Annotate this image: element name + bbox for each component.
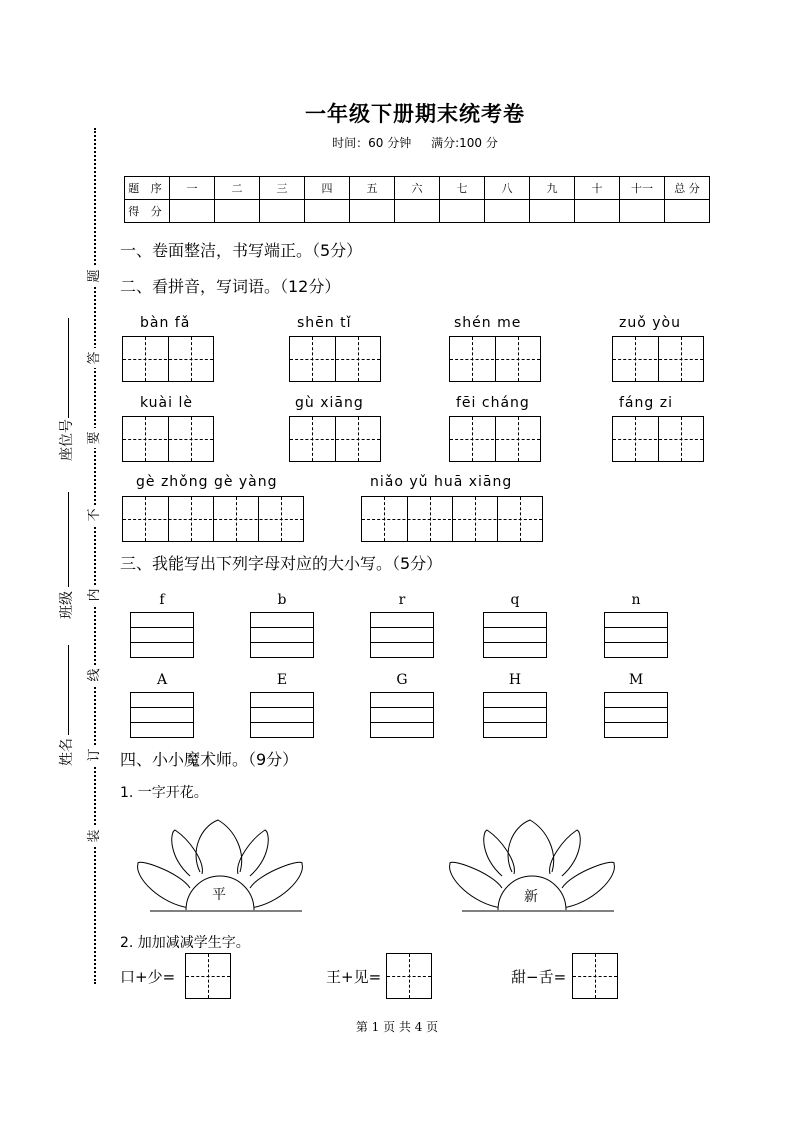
page-footer: 第 1 页 共 4 页 (355, 1020, 439, 1034)
table-cell: 七 (440, 177, 485, 200)
table-cell: 十 (575, 177, 620, 200)
exam-full-score: 满分:100 分 (431, 136, 498, 150)
table-cell: 十一 (620, 177, 665, 200)
score-input-cell[interactable] (170, 200, 215, 223)
writing-grid[interactable] (612, 416, 704, 462)
score-input-cell[interactable] (305, 200, 350, 223)
score-input-cell[interactable] (485, 200, 530, 223)
section-3-heading: 三、我能写出下列字母对应的大小写。（5分） (120, 554, 443, 573)
score-input-cell[interactable] (530, 200, 575, 223)
score-input-cell[interactable] (665, 200, 710, 223)
equation-label: 甜−舌= (511, 968, 567, 986)
writing-grid[interactable] (449, 336, 541, 382)
answer-grid[interactable] (185, 953, 231, 999)
table-cell: 三 (260, 177, 305, 200)
score-table (124, 176, 710, 223)
table-cell: 五 (350, 177, 395, 200)
score-input-cell[interactable] (620, 200, 665, 223)
answer-grid[interactable] (386, 953, 432, 999)
four-line-writing-box[interactable] (370, 612, 434, 658)
score-input-cell[interactable] (260, 200, 305, 223)
score-table-score-row (125, 200, 710, 223)
four-line-writing-box[interactable] (250, 692, 314, 738)
score-table-header-row (125, 177, 710, 200)
binding-char: 内 (85, 585, 105, 605)
lowercase-letter: f (159, 592, 165, 608)
table-cell: 一 (170, 177, 215, 200)
table-cell: 六 (395, 177, 440, 200)
name-label: 姓名 (59, 738, 75, 766)
exam-info (0, 134, 794, 151)
equation-label: 口+少= (120, 968, 176, 986)
pinyin-label: fēi cháng (456, 395, 530, 411)
binding-char: 要 (85, 428, 105, 448)
score-input-cell[interactable] (440, 200, 485, 223)
section-1-heading: 一、卷面整洁，书写端正。（5分） (120, 241, 363, 260)
uppercase-letter: M (628, 672, 644, 688)
table-cell: 四 (305, 177, 350, 200)
table-cell: 二 (215, 177, 260, 200)
exam-time: 时间：60 分钟 (332, 136, 412, 150)
table-cell: 九 (530, 177, 575, 200)
lowercase-letter: r (398, 592, 406, 608)
uppercase-letter: A (156, 672, 168, 688)
table-cell: 题 序 (125, 177, 170, 200)
name-line (68, 645, 69, 735)
flower-center-char: 平 (212, 887, 226, 903)
four-line-writing-box[interactable] (604, 612, 668, 658)
pinyin-label: shén me (454, 315, 522, 331)
writing-grid[interactable] (122, 416, 214, 462)
table-cell: 得 分 (125, 200, 170, 223)
score-input-cell[interactable] (215, 200, 260, 223)
writing-grid[interactable] (289, 416, 381, 462)
four-line-writing-box[interactable] (130, 692, 194, 738)
four-line-writing-box[interactable] (130, 612, 194, 658)
writing-grid[interactable] (122, 336, 214, 382)
score-input-cell[interactable] (350, 200, 395, 223)
binding-dotted-line (94, 128, 96, 984)
equation-label: 王+见= (326, 968, 382, 986)
pinyin-label: gè zhǒng gè yàng (136, 474, 278, 490)
answer-grid[interactable] (572, 953, 618, 999)
pinyin-label: niǎo yǔ huā xiāng (370, 474, 513, 490)
score-input-cell[interactable] (575, 200, 620, 223)
writing-grid-4[interactable] (361, 496, 543, 542)
uppercase-letter: H (508, 672, 522, 688)
four-line-writing-box[interactable] (370, 692, 434, 738)
uppercase-letter: G (396, 672, 408, 688)
class-label: 班级 (59, 591, 75, 619)
score-input-cell[interactable] (395, 200, 440, 223)
pinyin-label: zuǒ yòu (619, 315, 681, 331)
lowercase-letter: q (510, 592, 520, 608)
pinyin-label: fáng zi (619, 395, 673, 411)
binding-char: 订 (85, 745, 105, 765)
binding-char: 线 (85, 665, 105, 685)
seat-number-line (68, 318, 69, 418)
binding-char: 装 (85, 826, 105, 846)
exam-title: 一年级下册期末统考卷 (305, 101, 525, 126)
binding-char: 题 (85, 266, 105, 286)
question-1-prompt: 1. 一字开花。 (120, 785, 208, 801)
pinyin-label: shēn tǐ (297, 315, 352, 331)
table-cell: 总 分 (665, 177, 710, 200)
flower-center-char: 新 (524, 889, 538, 905)
pinyin-label: kuài lè (140, 395, 193, 411)
lowercase-letter: b (277, 592, 287, 608)
question-2-prompt: 2. 加加减减学生字。 (120, 935, 250, 951)
writing-grid[interactable] (449, 416, 541, 462)
section-2-heading: 二、看拼音，写词语。（12分） (120, 277, 341, 296)
seat-number-label: 座位号 (59, 419, 75, 461)
binding-char: 不 (85, 505, 105, 525)
uppercase-letter: E (276, 672, 288, 688)
four-line-writing-box[interactable] (483, 612, 547, 658)
lowercase-letter: n (631, 592, 641, 608)
pinyin-label: gù xiāng (295, 395, 364, 411)
section-4-heading: 四、小小魔术师。（9分） (120, 750, 299, 769)
four-line-writing-box[interactable] (604, 692, 668, 738)
four-line-writing-box[interactable] (483, 692, 547, 738)
class-line (68, 492, 69, 587)
table-cell: 八 (485, 177, 530, 200)
writing-grid-4[interactable] (122, 496, 304, 542)
writing-grid[interactable] (289, 336, 381, 382)
writing-grid[interactable] (612, 336, 704, 382)
binding-char: 答 (85, 348, 105, 368)
four-line-writing-box[interactable] (250, 612, 314, 658)
pinyin-label: bàn fǎ (140, 315, 191, 331)
